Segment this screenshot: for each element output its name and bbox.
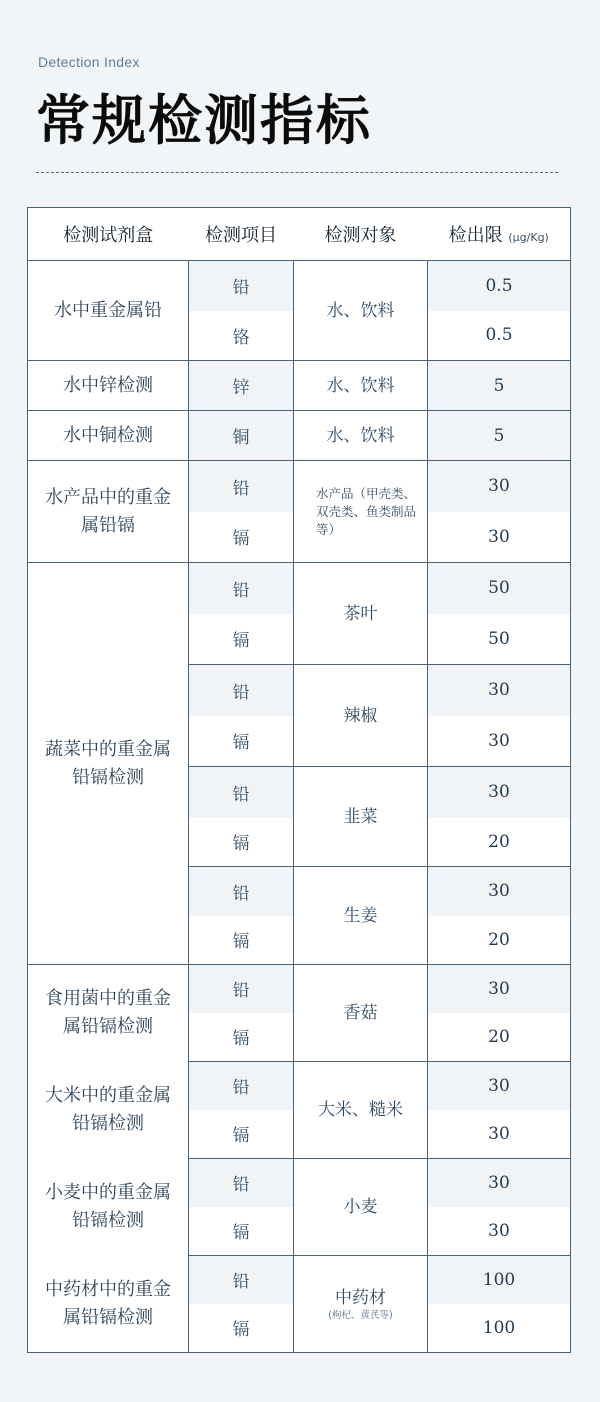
detection-limit-cell: 5 [428, 361, 571, 411]
detection-limit-cell: 20 [488, 929, 510, 950]
detection-limit-cell: 100 [428, 1256, 571, 1304]
detection-item-cell: 铅 [189, 261, 294, 311]
detection-item-cell: 镉 [189, 1207, 294, 1256]
table-header-row [28, 208, 571, 261]
section-subtitle: Detection Index [38, 54, 140, 70]
column-header-limit [428, 208, 571, 261]
detection-item-cell: 锌 [189, 361, 294, 411]
object-note: (枸杞、黄芪等) [328, 1310, 393, 1321]
detection-object-cell [294, 767, 428, 867]
detection-limit-cell: 0.5 [428, 261, 571, 311]
detection-limit-cell: 0.5 [485, 325, 513, 346]
object-name: 水、饮料 [326, 300, 395, 321]
detection-limit-cell: 5 [428, 411, 571, 461]
kit-name-cell: 蔬菜中的重金属铅镉检测 [28, 563, 189, 965]
detection-limit-cell: 30 [428, 767, 571, 818]
detection-item-cell: 镉 [189, 818, 294, 867]
page-title: 常规检测指标 [36, 89, 372, 152]
kit-name-cell: 水中铜检测 [28, 411, 189, 461]
detection-object-cell [294, 361, 428, 411]
detection-limit-cell: 30 [428, 1159, 571, 1207]
detection-item-cell: 镉 [189, 916, 294, 965]
detection-limit-cell: 30 [488, 1123, 510, 1144]
detection-limit-cell: 50 [488, 628, 510, 649]
detection-item-cell: 铅 [189, 1159, 294, 1207]
detection-item-cell: 铜 [189, 411, 294, 461]
detection-limit-cell: 30 [428, 665, 571, 716]
column-header-item: 检测项目 [189, 208, 294, 261]
detection-object-cell [294, 867, 428, 965]
detection-item-cell: 镉 [189, 1304, 294, 1353]
table-row [28, 361, 571, 411]
detection-object-cell [294, 1256, 428, 1353]
detection-item-cell: 镉 [189, 512, 294, 563]
detection-object-cell [294, 965, 428, 1062]
object-name: 大米、糙米 [318, 1100, 403, 1120]
detection-item-cell: 镉 [189, 614, 294, 665]
detection-item-cell: 铬 [189, 311, 294, 361]
detection-limit-cell: 30 [428, 461, 571, 512]
kit-name-cell: 小麦中的重金属铅镉检测 [28, 1159, 189, 1256]
table-row [28, 411, 571, 461]
limit-unit: (μg/Kg) [508, 231, 549, 244]
object-name: 韭菜 [343, 806, 378, 827]
detection-limit-cell: 30 [428, 1062, 571, 1110]
object-name: 水、饮料 [326, 375, 395, 396]
detection-item-cell: 铅 [189, 563, 294, 614]
detection-item-cell: 铅 [189, 1062, 294, 1110]
column-header-kit: 检测试剂盒 [28, 208, 189, 261]
kit-name-cell: 水中重金属铅 [28, 261, 189, 361]
object-name: 水产品（甲壳类、双壳类、鱼类制品等） [316, 485, 417, 537]
object-name: 辣椒 [343, 705, 378, 726]
detection-object-cell [294, 1159, 428, 1256]
object-name: 小麦 [343, 1197, 378, 1217]
object-name: 茶叶 [343, 603, 378, 624]
table-row [28, 1159, 571, 1207]
object-name: 香菇 [343, 1003, 378, 1023]
detection-item-cell: 铅 [189, 767, 294, 818]
table-row [28, 1062, 571, 1110]
kit-name-cell: 食用菌中的重金属铅镉检测 [28, 965, 189, 1062]
watermark-top [0, 58, 6, 72]
object-name: 水、饮料 [326, 425, 395, 446]
table-body [28, 261, 571, 1353]
detection-item-cell: 铅 [189, 867, 294, 916]
detection-item-cell: 镉 [189, 716, 294, 767]
detection-item-cell: 镉 [189, 1110, 294, 1159]
detection-object-cell [294, 461, 428, 563]
table-row [28, 563, 571, 614]
kit-name-cell: 水产品中的重金属铅镉 [28, 461, 189, 563]
object-name: 生姜 [343, 905, 378, 926]
kit-name-cell: 水中锌检测 [28, 361, 189, 411]
table-row [28, 461, 571, 512]
detection-limit-cell: 30 [428, 867, 571, 916]
detection-item-cell: 镉 [189, 1013, 294, 1062]
detection-limit-cell: 30 [488, 526, 510, 547]
kit-name-cell: 大米中的重金属铅镉检测 [28, 1062, 189, 1159]
detection-limit-cell: 50 [428, 563, 571, 614]
kit-name-cell: 中药材中的重金属铅镉检测 [28, 1256, 189, 1353]
detection-object-cell [294, 261, 428, 361]
detection-limit-cell: 100 [482, 1317, 516, 1338]
limit-label: 检出限 [448, 225, 503, 246]
table-row [28, 261, 571, 311]
detection-object-cell [294, 563, 428, 665]
detection-object-cell [294, 665, 428, 767]
detection-object-cell [294, 411, 428, 461]
detection-index-table [27, 207, 571, 1353]
detection-limit-cell: 20 [488, 1026, 510, 1047]
detection-object-cell [294, 1062, 428, 1159]
detection-index-table-wrapper [27, 207, 571, 1353]
column-header-object: 检测对象 [294, 208, 428, 261]
detection-limit-cell: 30 [488, 1220, 510, 1241]
detection-item-cell: 铅 [189, 665, 294, 716]
detection-limit-cell: 30 [428, 965, 571, 1013]
detection-item-cell: 铅 [189, 461, 294, 512]
detection-limit-cell: 30 [488, 730, 510, 751]
detection-item-cell: 铅 [189, 1256, 294, 1304]
dashed-divider [36, 172, 558, 173]
table-row [28, 965, 571, 1013]
detection-item-cell: 铅 [189, 965, 294, 1013]
detection-limit-cell: 20 [488, 831, 510, 852]
object-name: 中药材 [335, 1288, 386, 1308]
table-row [28, 1256, 571, 1304]
